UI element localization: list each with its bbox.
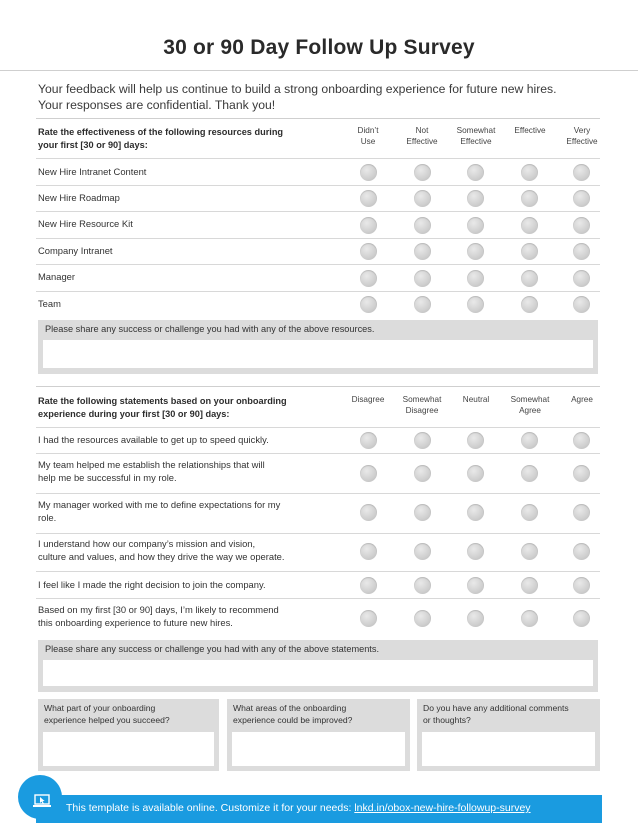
radio-option[interactable]: [573, 296, 590, 313]
radio-option[interactable]: [467, 164, 484, 181]
radio-option[interactable]: [414, 270, 431, 287]
resources-question: [38, 126, 283, 151]
question-line-1: Rate the effectiveness of the following resources during: [38, 127, 284, 137]
radio-option[interactable]: [467, 296, 484, 313]
radio-option[interactable]: [573, 164, 590, 181]
radio-option[interactable]: [360, 190, 377, 207]
succeed-answer-field[interactable]: [43, 732, 214, 766]
scale-somewhat-effective: Somewhat Effective: [456, 126, 496, 146]
row-label: My manager worked with me to define expectations for my role.: [38, 499, 281, 523]
radio-option[interactable]: [573, 243, 590, 260]
table-row: [36, 238, 600, 264]
radio-option[interactable]: [360, 243, 377, 260]
radio-option[interactable]: [573, 577, 590, 594]
radio-option[interactable]: [467, 432, 484, 449]
radio-option[interactable]: [360, 504, 377, 521]
radio-option[interactable]: [573, 190, 590, 207]
radio-option[interactable]: [360, 610, 377, 627]
radio-option[interactable]: [414, 243, 431, 260]
radio-option[interactable]: [467, 577, 484, 594]
open-question-label: What part of your onboarding experience helped you succeed?: [44, 703, 170, 725]
table-row: [36, 211, 600, 238]
comment-label: Please share any success or challenge you had with any of the above statements.: [45, 644, 380, 654]
improve-answer-field[interactable]: [232, 732, 405, 766]
section-divider: [36, 118, 600, 119]
radio-option[interactable]: [467, 243, 484, 260]
scale-neutral: Neutral: [462, 395, 490, 404]
radio-option[interactable]: [360, 270, 377, 287]
scale-agree: Agree: [571, 395, 593, 404]
radio-option[interactable]: [521, 610, 538, 627]
open-question-label: What areas of the onboarding experience could be improved?: [233, 703, 353, 725]
footer-text: This template is available online. Customize it for your needs: lnkd.in/obox-new-hire-followup-survey: [66, 802, 531, 814]
intro-line-2: Your responses are confidential. Thank you!: [38, 98, 276, 112]
footer-banner: [36, 795, 602, 823]
radio-option[interactable]: [414, 296, 431, 313]
scale-disagree: Disagree: [351, 395, 385, 404]
radio-option[interactable]: [467, 465, 484, 482]
row-label: Company Intranet: [38, 245, 113, 256]
radio-option[interactable]: [521, 270, 538, 287]
question-line-1: Rate the following statements based on your onboarding: [38, 396, 287, 406]
radio-option[interactable]: [360, 432, 377, 449]
intro-text: [38, 81, 613, 113]
radio-option[interactable]: [521, 296, 538, 313]
radio-option[interactable]: [360, 543, 377, 560]
table-row: [36, 427, 600, 453]
radio-option[interactable]: [360, 296, 377, 313]
radio-option[interactable]: [467, 543, 484, 560]
radio-option[interactable]: [414, 217, 431, 234]
radio-option[interactable]: [573, 217, 590, 234]
radio-option[interactable]: [521, 243, 538, 260]
radio-option[interactable]: [573, 543, 590, 560]
radio-option[interactable]: [521, 217, 538, 234]
table-row: [36, 185, 600, 211]
table-row: [36, 598, 600, 638]
scale-somewhat-disagree: Somewhat Disagree: [402, 395, 442, 415]
resources-comment-field[interactable]: [43, 340, 593, 368]
table-row: [36, 264, 600, 291]
laptop-cursor-icon: [33, 794, 51, 808]
scale-effective: Effective: [514, 126, 546, 135]
statements-comment-box: [38, 640, 598, 692]
radio-option[interactable]: [414, 543, 431, 560]
radio-option[interactable]: [414, 190, 431, 207]
radio-option[interactable]: [573, 504, 590, 521]
row-label: I understand how our company’s mission and vision, culture and values, and how they drive the way we operate.: [38, 538, 285, 562]
radio-option[interactable]: [521, 465, 538, 482]
radio-option[interactable]: [467, 504, 484, 521]
open-question-improve: [227, 699, 410, 771]
radio-option[interactable]: [360, 577, 377, 594]
radio-option[interactable]: [360, 465, 377, 482]
open-question-succeed: [38, 699, 219, 771]
row-label: My team helped me establish the relationships that will help me be successful in my role.: [38, 459, 265, 483]
question-line-2: your first [30 or 90] days:: [38, 139, 148, 150]
statements-question: [38, 395, 287, 420]
scale-not-effective: Not Effective: [406, 126, 438, 146]
question-line-2: experience during your first [30 or 90] days:: [38, 408, 230, 419]
radio-option[interactable]: [467, 217, 484, 234]
scale-very-effective: Very Effective: [566, 126, 598, 146]
radio-option[interactable]: [414, 164, 431, 181]
section-divider: [36, 386, 600, 387]
radio-option[interactable]: [360, 217, 377, 234]
radio-option[interactable]: [414, 465, 431, 482]
row-label: New Hire Intranet Content: [38, 166, 147, 177]
row-label: Based on my first [30 or 90] days, I’m likely to recommend this onboarding experience to future new hires.: [38, 604, 279, 628]
intro-line-1: Your feedback will help us continue to build a strong onboarding experience for future new hires.: [38, 82, 557, 96]
radio-option[interactable]: [414, 610, 431, 627]
scale-somewhat-agree: Somewhat Agree: [510, 395, 550, 415]
row-label: Team: [38, 298, 61, 309]
row-label: I had the resources available to get up to speed quickly.: [38, 434, 269, 445]
radio-option[interactable]: [521, 190, 538, 207]
radio-option[interactable]: [573, 432, 590, 449]
radio-option[interactable]: [414, 504, 431, 521]
table-row: [36, 291, 600, 318]
radio-option[interactable]: [521, 432, 538, 449]
radio-option[interactable]: [521, 164, 538, 181]
radio-option[interactable]: [573, 610, 590, 627]
table-row: [36, 453, 600, 493]
resources-comment-box: [38, 320, 598, 374]
radio-option[interactable]: [467, 610, 484, 627]
table-row: [36, 571, 600, 598]
row-label: I feel like I made the right decision to join the company.: [38, 579, 266, 590]
open-question-label: Do you have any additional comments or thoughts?: [423, 703, 569, 725]
radio-option[interactable]: [521, 543, 538, 560]
template-link[interactable]: lnkd.in/obox-new-hire-followup-survey: [354, 802, 531, 814]
page-title: 30 or 90 Day Follow Up Survey: [163, 36, 475, 59]
statements-comment-field[interactable]: [43, 660, 593, 686]
radio-option[interactable]: [573, 270, 590, 287]
open-question-comments: [417, 699, 600, 771]
radio-option[interactable]: [467, 270, 484, 287]
title-divider: [0, 70, 638, 71]
radio-option[interactable]: [360, 164, 377, 181]
radio-option[interactable]: [467, 190, 484, 207]
radio-option[interactable]: [521, 577, 538, 594]
row-label: New Hire Roadmap: [38, 192, 120, 203]
table-row: [36, 533, 600, 571]
radio-option[interactable]: [521, 504, 538, 521]
table-row: [36, 493, 600, 533]
table-row: [36, 158, 600, 185]
row-label: Manager: [38, 271, 76, 282]
row-label: New Hire Resource Kit: [38, 218, 133, 229]
radio-option[interactable]: [414, 432, 431, 449]
radio-option[interactable]: [414, 577, 431, 594]
scale-didnt-use: Didn’t Use: [357, 126, 379, 146]
comment-label: Please share any success or challenge you had with any of the above resources.: [45, 324, 375, 334]
radio-option[interactable]: [573, 465, 590, 482]
comments-answer-field[interactable]: [422, 732, 595, 766]
